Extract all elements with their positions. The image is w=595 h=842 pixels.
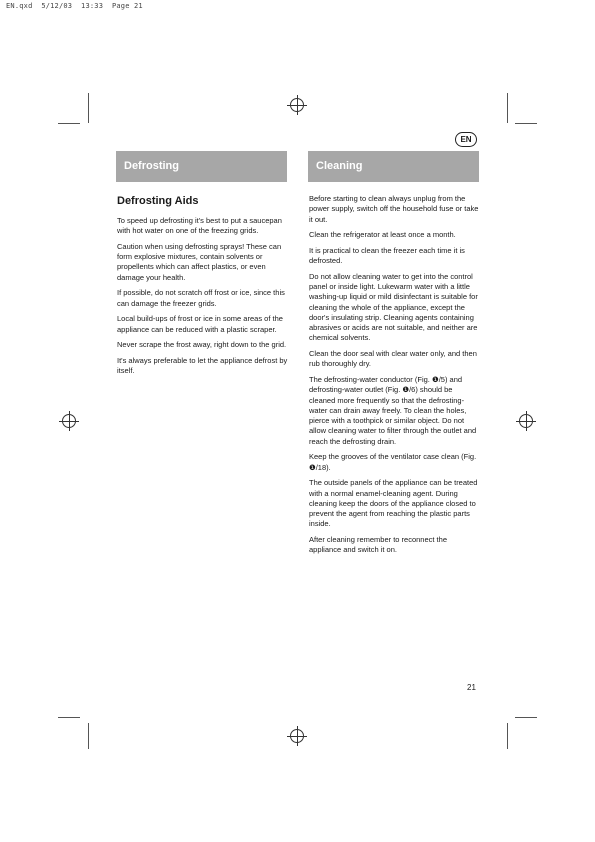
paragraph: Keep the grooves of the ventilator case clean (Fig. ❶/18).: [309, 452, 477, 472]
paragraph: Never scrape the frost away, right down to the grid.: [117, 340, 287, 350]
registration-mark-icon: [62, 414, 76, 428]
registration-mark-icon: [290, 98, 304, 112]
crop-mark: [58, 123, 80, 124]
left-column: [117, 195, 288, 382]
crop-mark: [515, 717, 537, 718]
paragraph: It's always preferable to let the appliance defrost by itself.: [117, 355, 288, 376]
paragraph: If possible, do not scratch off frost or ice, since this can damage the freezer grids.: [117, 288, 285, 308]
section-heading: Defrosting Aids: [117, 195, 199, 207]
section-bar-defrosting: Defrosting: [116, 151, 287, 182]
paragraph: It is practical to clean the freezer each time it is defrosted.: [309, 245, 465, 266]
right-column: [309, 194, 480, 561]
paragraph: The defrosting-water conductor (Fig. ❶/5) and defrosting-water outlet (Fig. ❶/6) should be cleaned more frequently so that the defrosting-water can drain away freely. To clean the holes, pierce with a toothpick or similar object. Do not allow cleaning water to filter through the outlet and reach the defrosting drain.: [309, 374, 477, 446]
paragraph: After cleaning remember to reconnect the appliance and switch it on.: [309, 534, 447, 555]
paragraph: Do not allow cleaning water to get into the control panel or inside light. Lukewarm water with a little washing-up liquid or mild disinfectant is suitable for cleaning the whole of the appliance, except the door's insulating strip. Cleaning agents containing abrasives or acids are not suitable, and neither are chemical solvents.: [309, 271, 478, 343]
crop-mark: [507, 93, 508, 123]
crop-mark: [58, 717, 80, 718]
crop-mark: [507, 723, 508, 749]
paragraph: To speed up defrosting it's best to put a saucepan with hot water on one of the freezing grids.: [117, 216, 282, 236]
paragraph: Clean the refrigerator at least once a month.: [309, 230, 456, 240]
crop-mark: [515, 123, 537, 124]
paragraph: Caution when using defrosting sprays! These can form explosive mixtures, contain solvents or propellents which can affect plastics, or even damage your health.: [117, 241, 282, 282]
registration-mark-icon: [290, 729, 304, 743]
paragraph: The outside panels of the appliance can be treated with a normal enamel-cleaning agent. During cleaning keep the doors of the appliance closed to prevent the agent from reaching the plastic parts inside.: [309, 478, 478, 529]
paragraph: Clean the door seal with clear water only, and then rub thoroughly dry.: [309, 349, 477, 369]
page-number: 21: [467, 683, 476, 692]
registration-mark-icon: [519, 414, 533, 428]
section-bar-cleaning: Cleaning: [308, 151, 479, 182]
print-slug: EN.qxd 5/12/03 13:33 Page 21: [6, 2, 143, 10]
paragraph: Before starting to clean always unplug from the power supply, switch off the household fuse or take it out.: [309, 194, 479, 224]
language-badge: EN: [455, 132, 477, 147]
crop-mark: [88, 723, 89, 749]
paragraph: Local build-ups of frost or ice in some areas of the appliance can be reduced with a plastic scraper.: [117, 314, 283, 334]
crop-mark: [88, 93, 89, 123]
